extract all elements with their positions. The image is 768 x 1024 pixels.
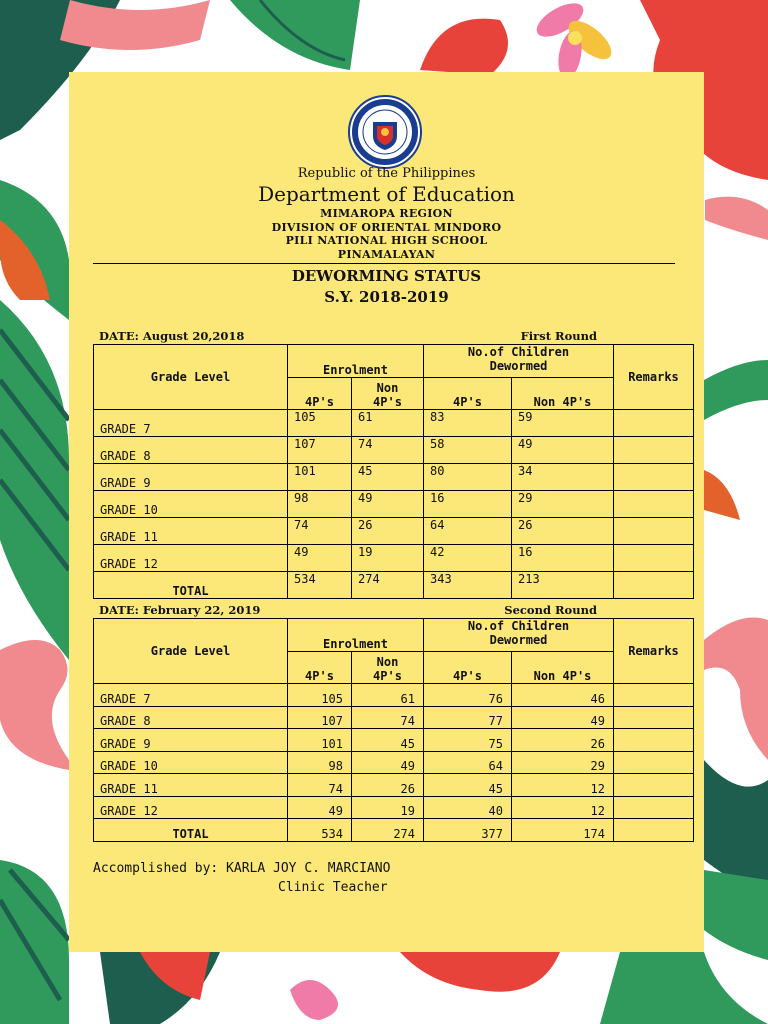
- table-row: GRADE 7 105 61 76 46: [94, 684, 694, 707]
- header-divider: [93, 263, 675, 264]
- plumeria-flower-icon: [531, 0, 617, 81]
- dew-4ps-header: 4P's: [424, 378, 512, 410]
- document-sheet: [69, 72, 704, 952]
- table-row: GRADE 10 98 49 16 29: [94, 491, 694, 518]
- table-row: GRADE 11 74 26 45 12: [94, 774, 694, 797]
- grade-level-header: Grade Level: [94, 619, 288, 684]
- town-line: PINAMALAYAN: [337, 247, 436, 261]
- title-line: DEWORMING STATUS: [291, 267, 482, 285]
- table-row: GRADE 9 101 45 80 34: [94, 464, 694, 491]
- department-heading: Department of Education: [258, 182, 515, 206]
- table-row: GRADE 8 107 74 58 49: [94, 437, 694, 464]
- round2-date-row: [99, 603, 597, 617]
- total-row: TOTAL 534 274 377 174: [94, 819, 694, 842]
- table-row: GRADE 9 101 45 75 26: [94, 729, 694, 752]
- red-flower-icon: [420, 19, 508, 75]
- dew-non-4ps-header: Non 4P's: [512, 652, 614, 684]
- round1-table: [93, 344, 694, 599]
- enrolment-header: Enrolment: [288, 619, 424, 652]
- round1-label: First Round: [520, 329, 597, 343]
- table-row: GRADE 11 74 26 64 26: [94, 518, 694, 545]
- table-row: GRADE 8 107 74 77 49: [94, 706, 694, 729]
- enrol-4ps-header: 4P's: [288, 652, 352, 684]
- remarks-header: Remarks: [614, 619, 694, 684]
- round1-date-row: [99, 329, 597, 343]
- dew-4ps-header: 4P's: [424, 652, 512, 684]
- round2-label: Second Round: [504, 603, 597, 617]
- grade-level-header: Grade Level: [94, 345, 288, 410]
- flamingo-icon: [0, 640, 69, 770]
- remarks-header: Remarks: [614, 345, 694, 410]
- deped-seal-icon: [347, 94, 423, 170]
- office-lines: [69, 207, 704, 261]
- round2-date: DATE: February 22, 2019: [99, 603, 261, 617]
- enrolment-header: Enrolment: [288, 345, 424, 378]
- school-year-line: S.Y. 2018-2019: [324, 288, 449, 306]
- enrol-non-4ps-header: Non 4P's: [352, 652, 424, 684]
- round1-date: DATE: August 20,2018: [99, 329, 245, 343]
- dew-non-4ps-header: Non 4P's: [512, 378, 614, 410]
- accomplished-by: Accomplished by: KARLA JOY C. MARCIANO: [93, 861, 391, 876]
- dewormed-header: No.of Children Dewormed: [424, 619, 614, 652]
- division-line: DIVISION OF ORIENTAL MINDORO: [271, 220, 502, 234]
- school-line: PILI NATIONAL HIGH SCHOOL: [285, 234, 488, 247]
- teacher-role: Clinic Teacher: [278, 880, 388, 895]
- enrol-4ps-header: 4P's: [288, 378, 352, 410]
- region-line: MIMAROPA REGION: [320, 207, 453, 220]
- document-title: [69, 266, 704, 308]
- round2-table: [93, 618, 694, 842]
- republic-heading: Republic of the Philippines: [297, 166, 476, 181]
- table-row: GRADE 10 98 49 64 29: [94, 751, 694, 774]
- total-row: TOTAL 534 274 343 213: [94, 572, 694, 599]
- enrol-non-4ps-header: Non 4P's: [352, 378, 424, 410]
- table-row: GRADE 12 49 19 40 12: [94, 796, 694, 819]
- table-row: GRADE 12 49 19 42 16: [94, 545, 694, 572]
- table-row: GRADE 7 105 61 83 59: [94, 410, 694, 437]
- dewormed-header: No.of Children Dewormed: [424, 345, 614, 378]
